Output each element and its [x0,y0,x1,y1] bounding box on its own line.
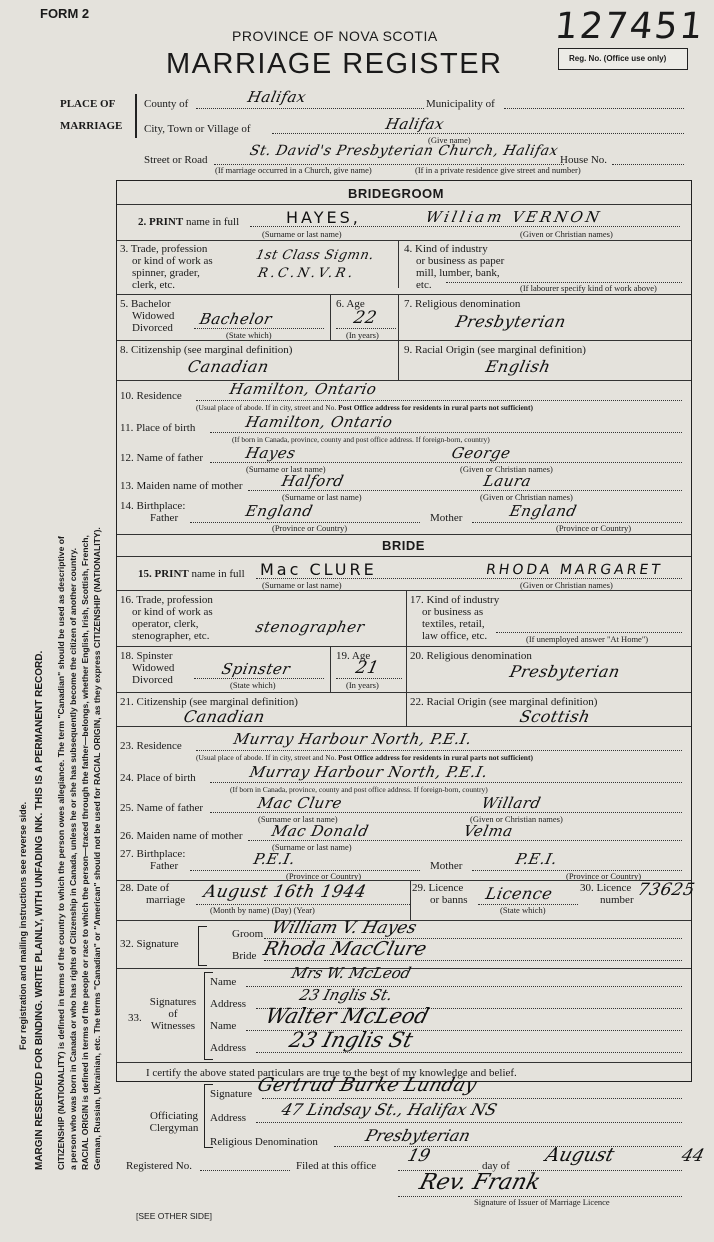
bride-father-birthplace: P.E.I. [252,850,298,868]
bride-mother-given: Velma [462,822,515,840]
licence-number: 73625 [635,880,697,900]
f30-label-2: number [600,894,634,906]
filed-month: August [543,1144,617,1166]
f28-label-2: marriage [146,894,186,906]
groom-mother-surname: Halford [280,472,346,490]
witness-1-address: 23 Inglis St. [297,986,395,1004]
f26-label: 26. Maiden name of mother [120,830,243,842]
f11-label: 11. Place of birth [120,422,196,434]
surname-caption: (Surname or last name) [262,229,342,239]
clergy-heading: Officiating Clergyman [149,1110,199,1134]
f17-label: 17. Kind of industry or business as textiles, retail, law office, etc. [410,594,500,642]
f27-mother-caption: (Province or Country) [566,871,642,881]
w1-name-label: Name [210,976,237,988]
county-value: Halifax [246,88,308,106]
reg-no-label: Reg. No. (Office use only) [569,54,667,63]
bride-religion: Presbyterian [507,662,622,681]
w2-address-label: Address [210,1042,247,1054]
f18-caption: (State which) [230,680,276,690]
street-label: Street or Road [144,154,208,166]
f29-caption: (State which) [500,905,546,915]
city-value: Halifax [384,115,446,133]
f13-label: 13. Maiden name of mother [120,480,243,492]
province-heading: PROVINCE OF NOVA SCOTIA [232,28,438,44]
f15-given-caption: (Given or Christian names) [520,580,613,590]
groom-mother-birthplace: England [508,502,579,520]
groom-marital-status: Bachelor [198,310,274,328]
place-heading-2: MARRIAGE [60,120,123,132]
clergy-religion-label: Religious Denomination [210,1136,318,1148]
filed-day: 19 [405,1146,433,1166]
registration-number: 127451 [552,6,707,47]
groom-mother-given: Laura [482,472,534,490]
reg-no-box [558,48,688,70]
groom-father-given: George [450,444,513,462]
bride-racial-origin: Scottish [517,707,593,726]
groom-birthplace: Hamilton, Ontario [244,413,395,431]
groom-surname: HAYES, [286,208,361,227]
f21-label: 21. Citizenship (see marginal definition) [120,696,298,708]
bride-mother-birthplace: P.E.I. [514,850,560,868]
f30-label-1: 30. Licence [580,882,632,894]
f3-label: 3. Trade, profession or kind of work as spinner, grader, clerk, etc. [120,243,213,291]
f8-label: 8. Citizenship (see marginal definition) [120,344,293,356]
witness-2-name: Walter McLeod [262,1004,432,1028]
clergy-address-label: Address [210,1112,247,1124]
bride-citizenship: Canadian [181,707,267,726]
f12-given-caption: (Given or Christian names) [460,464,553,474]
bride-sig-label: Bride [232,950,257,962]
groom-occupation-unit: R.C.N.V.R. [256,266,357,281]
w2-name-label: Name [210,1020,237,1032]
f28-label-1: 28. Date of [120,882,170,894]
registered-label: Registered No. [126,1160,192,1172]
bride-heading: BRIDE [382,538,425,553]
groom-religion: Presbyterian [453,312,568,331]
f6-label: 6. Age [336,298,365,310]
clergy-signature: Gertrud Burke Lunday [255,1074,480,1096]
clergy-address: 47 Lindsay St., Halifax NS [279,1100,500,1119]
signature-bracket [198,926,207,966]
bride-father-surname: Mac Clure [256,794,344,812]
f13-given-caption: (Given or Christian names) [480,492,573,502]
issuer-caption: Signature of Issuer of Marriage Licence [474,1197,610,1207]
w1-address-label: Address [210,998,247,1010]
f20-label: 20. Religious denomination [410,650,532,662]
street-value: St. David's Presbyterian Church, Halifax [248,143,560,159]
margin-citizenship-def-2: a person who was born in Canada or who has rights of Citizenship in Canada, unless he or she has subsequently become the citizen of another country. [68,547,78,1170]
in-years-caption: (In years) [346,330,379,340]
groom-occupation: 1st Class Sigmn. [254,248,376,263]
bride-given-names: RHODA MARGARET [484,562,664,578]
f7-label: 7. Religious denomination [404,298,521,310]
issuer-signature: Rev. Frank [416,1170,544,1195]
f24-label: 24. Place of birth [120,772,196,784]
margin-binding-note: MARGIN RESERVED FOR BINDING. WRITE PLAINLY, WITH UNFADING INK. THIS IS A PERMANENT RECORD. [34,650,45,1170]
licence-or-banns: Licence [483,884,555,903]
f27-label-1: 27. Birthplace: [120,848,186,860]
f23-label: 23. Residence [120,740,182,752]
give-name-caption: (Give name) [428,135,471,145]
f18-label: 18. Spinster Widowed Divorced [120,650,175,686]
f29-label-2: or banns [430,894,468,906]
form-number: FORM 2 [40,6,90,21]
f12-label: 12. Name of father [120,452,204,464]
residence-caption: (Usual place of abode. If in city, street and No. Post Office address for residents in rural parts not sufficient) [196,403,533,412]
f19-caption: (In years) [346,680,379,690]
place-bracket [135,94,137,138]
place-heading-1: PLACE OF [60,98,116,110]
state-which-caption: (State which) [226,330,272,340]
bride-father-given: Willard [480,794,543,812]
margin-citizenship-def-1: CITIZENSHIP (NATIONALITY) is defined in terms of the country to which the person owes allegiance. The term "Canadian" should be used as descriptive of [56,536,66,1170]
witness-heading: Signatures of Witnesses [149,996,197,1032]
bride-marital-status: Spinster [220,660,293,678]
f5-label: 5. Bachelor Widowed Divorced [120,298,175,334]
bride-birthplace: Murray Harbour North, P.E.I. [248,763,490,781]
county-label: County of [144,98,189,110]
clergy-religion: Presbyterian [363,1126,473,1145]
f14-label-1: 14. Birthplace: [120,500,186,512]
f23-caption: (Usual place of abode. If in city, street and No. Post Office address for residents in rural parts not sufficient) [196,753,533,762]
given-caption: (Given or Christian names) [520,229,613,239]
birthplace-caption: (If born in Canada, province, county and post office address. If foreign-born, country) [232,435,490,444]
bride-surname: Mac CLURE [260,560,377,579]
certify-text: I certify the above stated particulars are true to the best of my knowledge and belief. [146,1067,517,1079]
f9-label: 9. Racial Origin (see marginal definition) [404,344,586,356]
f27-label-2: Father [150,860,179,872]
page-title: MARRIAGE REGISTER [166,48,503,80]
day-of-label: day of [482,1160,510,1172]
witness-1-name: Mrs W. McLeod [289,964,413,982]
see-other-side: [SEE OTHER SIDE] [136,1211,213,1221]
marriage-date: August 16th 1944 [201,882,369,902]
f4-label: 4. Kind of industry or business as paper mill, lumber, bank, etc. [404,243,505,291]
groom-father-birthplace: England [244,502,315,520]
bride-residence: Murray Harbour North, P.E.I. [232,730,474,748]
f12-surname-caption: (Surname or last name) [246,464,326,474]
groom-racial-origin: English [483,357,553,376]
f33-label: 33. [128,1012,142,1024]
groom-citizenship: Canadian [185,357,271,376]
f27-mother-label: Mother [430,860,463,872]
labourer-caption: (If labourer specify kind of work above) [520,283,657,293]
filed-year: 44 [679,1146,707,1166]
f26-surname-caption: (Surname or last name) [272,842,352,852]
f19-label: 19. Age [336,650,371,662]
groom-father-surname: Hayes [244,444,298,462]
bride-age: 21 [353,658,381,678]
f14-label-2: Father [150,512,179,524]
f14-mother-label: Mother [430,512,463,524]
margin-instructions: For registration and mailing instructions see reverse side. [18,801,28,1050]
church-note: (If marriage occurred in a Church, give name) [215,165,372,175]
groom-given-names: William VERNON [424,208,604,226]
unemployed-caption: (If unemployed answer "At Home") [526,634,649,644]
margin-racial-def-1: RACIAL ORIGIN is defined in terms of the people or race to which the person—traced through the father—belongs, whether English, Irish, Scottish, French, [80,535,90,1170]
bridegroom-heading: BRIDEGROOM [348,186,444,201]
groom-age: 22 [351,308,379,328]
f25-label: 25. Name of father [120,802,204,814]
f2-label: 2. PRINT name in full [138,216,240,228]
f24-caption: (If born in Canada, province, county and post office address. If foreign-born, country) [230,785,488,794]
f22-label: 22. Racial Origin (see marginal definition) [410,696,598,708]
f25-surname-caption: (Surname or last name) [258,814,338,824]
f25-given-caption: (Given or Christian names) [470,814,563,824]
groom-signature: William V. Hayes [269,918,419,938]
f10-label: 10. Residence [120,390,182,402]
municipality-label: Municipality of [426,98,495,110]
f32-label: 32. Signature [120,938,179,950]
bride-signature: Rhoda MacClure [261,938,430,960]
clergy-sig-label: Signature [210,1088,253,1100]
f15-label: 15. PRINT name in full [138,568,245,580]
city-label: City, Town or Village of [144,123,251,135]
f14-father-caption: (Province or Country) [272,523,348,533]
f14-mother-caption: (Province or Country) [556,523,632,533]
house-no-label: House No. [560,154,608,166]
f28-caption: (Month by name) (Day) (Year) [210,905,315,915]
private-residence-note: (If in a private residence give street and number) [415,165,581,175]
witness-2-address: 23 Inglis St [286,1028,416,1052]
groom-sig-label: Groom [232,928,264,940]
bride-occupation: stenographer [254,618,367,636]
f27-father-caption: (Province or Country) [286,871,362,881]
margin-racial-def-2: German, Russian, Ukrainian, etc. The terms "Canadian" or "American" should not be used for RACIAL ORIGIN, as they express CITIZENSHIP (NATIONALITY). [92,527,102,1170]
filed-label: Filed at this office [296,1160,377,1172]
f15-surname-caption: (Surname or last name) [262,580,342,590]
groom-residence: Hamilton, Ontario [228,380,379,398]
f13-surname-caption: (Surname or last name) [282,492,362,502]
bride-mother-surname: Mac Donald [270,822,371,840]
f16-label: 16. Trade, profession or kind of work as operator, clerk, stenographer, etc. [120,594,213,642]
f29-label-1: 29. Licence [412,882,464,894]
